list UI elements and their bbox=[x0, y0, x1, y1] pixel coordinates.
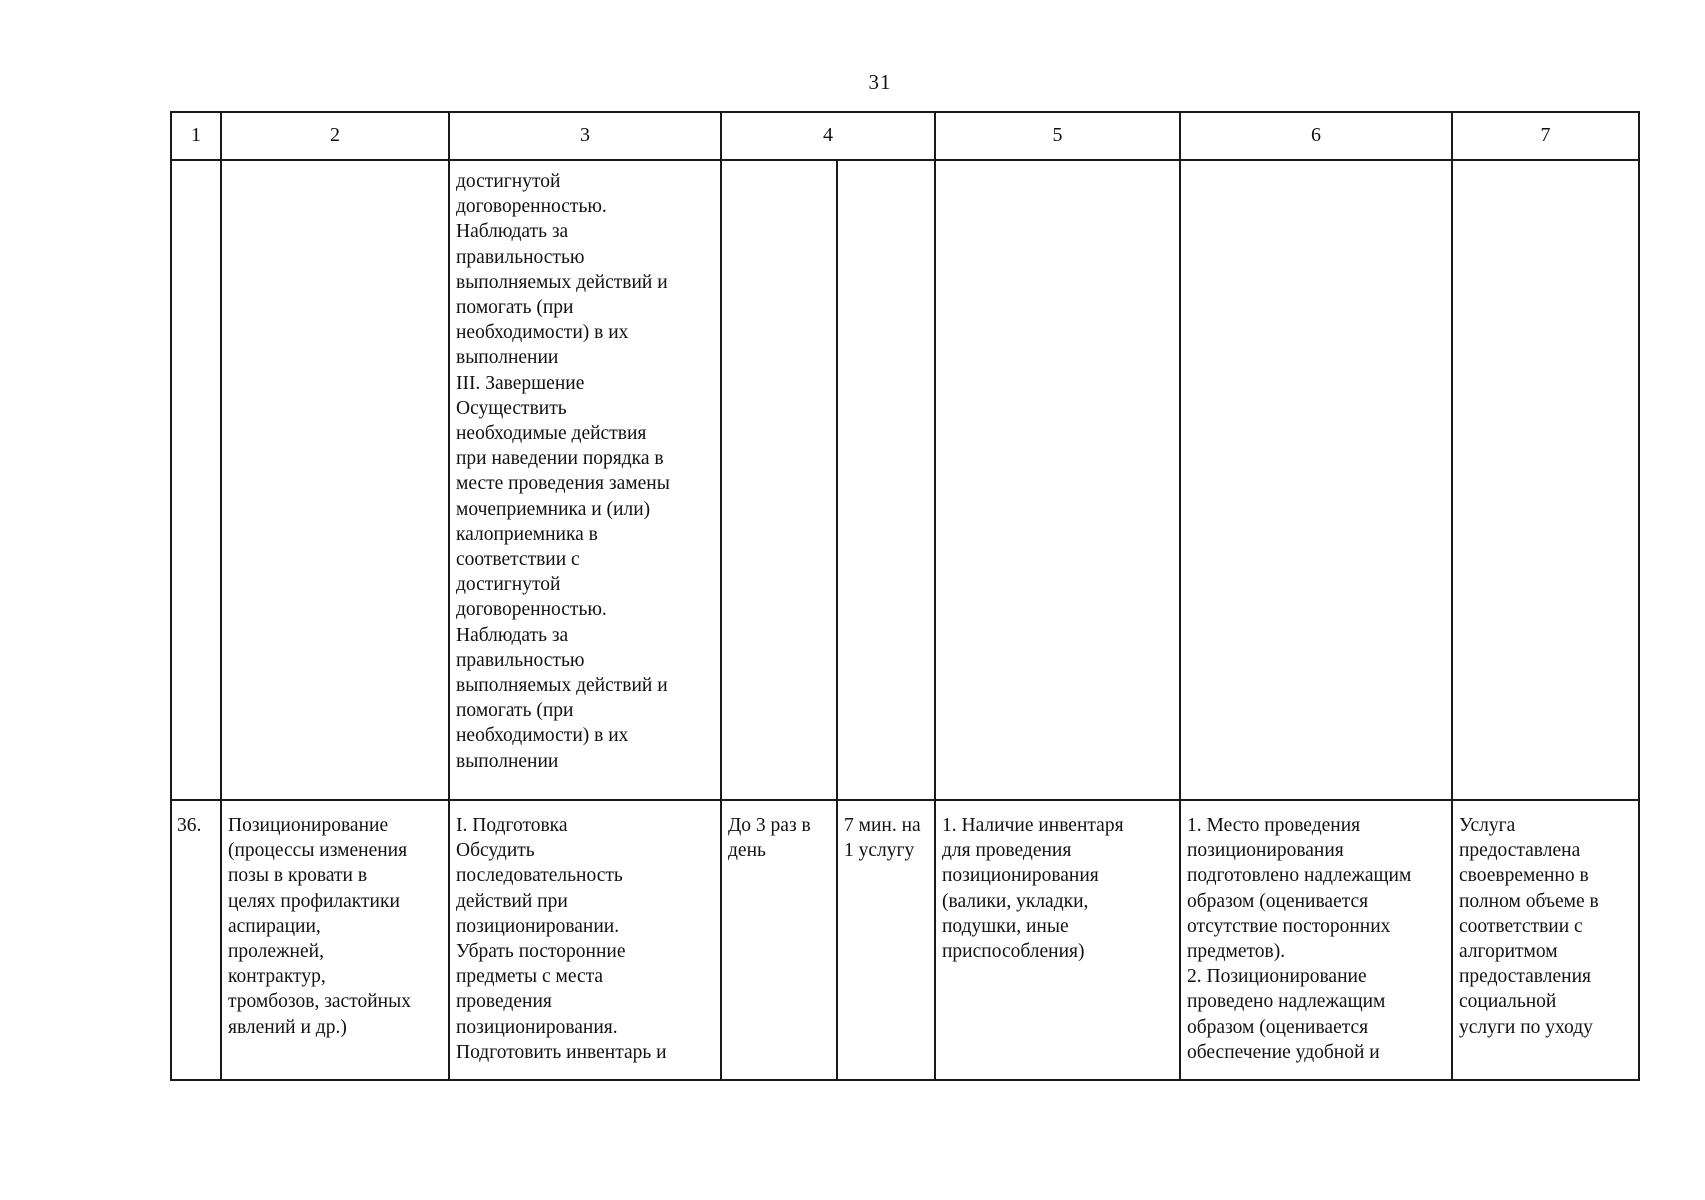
service-frequency bbox=[721, 160, 837, 800]
service-conditions bbox=[935, 160, 1180, 800]
service-duration bbox=[837, 160, 935, 800]
service-name: Позиционирование (процессы изменения позы в кровати в целях профилактики аспирации, пролежней, контрактур, тромбозов, застойных явлений и др.) bbox=[221, 800, 449, 1080]
header-col-5: 5 bbox=[935, 112, 1180, 160]
services-table bbox=[170, 111, 1640, 1081]
header-row bbox=[171, 112, 1639, 160]
row-number bbox=[171, 160, 221, 800]
header-col-7: 7 bbox=[1452, 112, 1639, 160]
page-number: 31 bbox=[868, 70, 892, 94]
service-conditions: 1. Наличие инвентаря для проведения позиционирования (валики, укладки, подушки, иные приспособления) bbox=[935, 800, 1180, 1080]
service-description: I. Подготовка Обсудить последовательность действий при позиционировании. Убрать посторонние предметы с места проведения позиционирования. Подготовить инвентарь и bbox=[449, 800, 721, 1080]
header-col-2: 2 bbox=[221, 112, 449, 160]
header-col-3: 3 bbox=[449, 112, 721, 160]
service-quality bbox=[1180, 160, 1452, 800]
table-row bbox=[171, 160, 1639, 800]
table-row bbox=[171, 800, 1639, 1080]
service-result bbox=[1452, 160, 1639, 800]
service-quality: 1. Место проведения позиционирования подготовлено надлежащим образом (оценивается отсутствие посторонних предметов). 2. Позиционирование проведено надлежащим образом (оценивается обеспечение удобной и bbox=[1180, 800, 1452, 1080]
service-frequency: До 3 раз в день bbox=[721, 800, 837, 1080]
header-col-6: 6 bbox=[1180, 112, 1452, 160]
service-name bbox=[221, 160, 449, 800]
header-col-1: 1 bbox=[171, 112, 221, 160]
row-number: 36. bbox=[171, 800, 221, 1080]
service-result: Услуга предоставлена своевременно в полном объеме в соответствии с алгоритмом предоставления социальной услуги по уходу bbox=[1452, 800, 1639, 1080]
header-col-4: 4 bbox=[721, 112, 935, 160]
service-description: достигнутой договоренностью. Наблюдать за правильностью выполняемых действий и помогать (при необходимости) в их выполнении III. Завершение Осуществить необходимые действия при наведении порядка в месте проведения замены мочеприемника и (или) калоприемника в соответствии с достигнутой договоренностью. Наблюдать за правильностью выполняемых действий и помогать (при необходимости) в их выполнении bbox=[449, 160, 721, 800]
service-duration: 7 мин. на 1 услугу bbox=[837, 800, 935, 1080]
